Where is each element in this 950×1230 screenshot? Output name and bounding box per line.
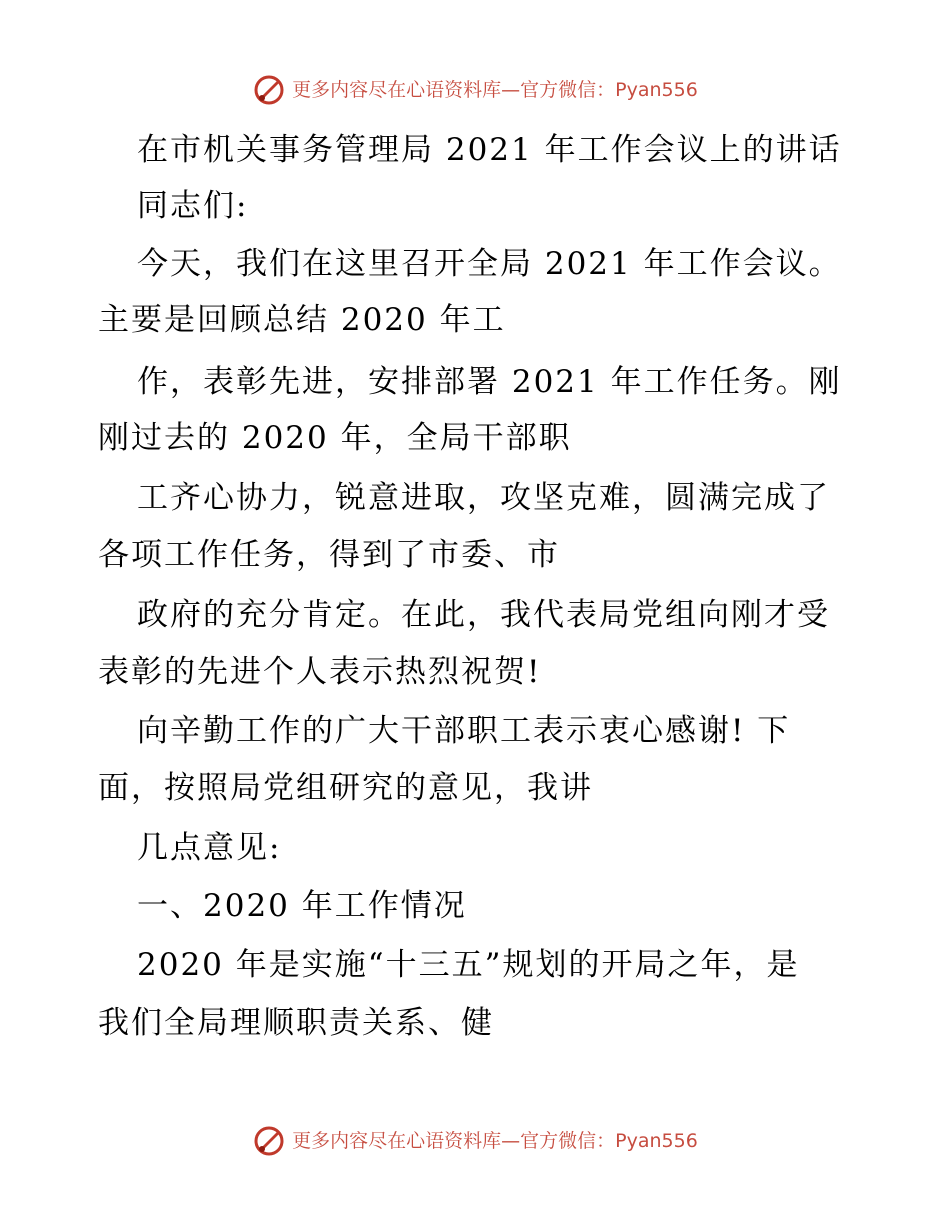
greeting: 同志们: [137,188,249,224]
paragraph-line: 工齐心协力，锐意进取，攻坚克难，圆满完成了 [137,480,830,516]
brush-logo-icon [252,1124,286,1158]
watermark-footer [0,1124,950,1158]
watermark-text: 更多内容尽在心语资料库—官方微信：Pyan556 [292,1129,698,1152]
paragraph-line: 刚过去的 2020 年，全局干部职 [98,420,572,456]
document-title: 在市机关事务管理局 2021 年工作会议上的讲话 [137,132,842,168]
paragraph-line: 作，表彰先进，安排部署 2021 年工作任务。刚 [137,364,842,400]
paragraph-line: 政府的充分肯定。在此，我代表局党组向刚才受 [137,597,830,633]
paragraph-line: 向辛勤工作的广大干部职工表示衷心感谢! 下 [137,713,791,749]
watermark-header [0,73,950,107]
paragraph-line: 面，按照局党组研究的意见，我讲 [98,770,593,806]
paragraph-line: 各项工作任务，得到了市委、市 [98,537,560,573]
watermark-text: 更多内容尽在心语资料库—官方微信：Pyan556 [292,78,698,101]
paragraph-line: 几点意见: [137,830,282,866]
paragraph-line: 我们全局理顺职责关系、健 [98,1005,494,1041]
paragraph-line: 2020 年是实施“十三五”规划的开局之年，是 [137,947,800,983]
brush-logo-icon [252,73,286,107]
paragraph-line: 表彰的先进个人表示热烈祝贺! [98,654,542,690]
section-heading: 一、2020 年工作情况 [137,888,467,924]
paragraph-line: 主要是回顾总结 2020 年工 [98,302,506,338]
paragraph-line: 今天，我们在这里召开全局 2021 年工作会议。 [137,246,842,282]
